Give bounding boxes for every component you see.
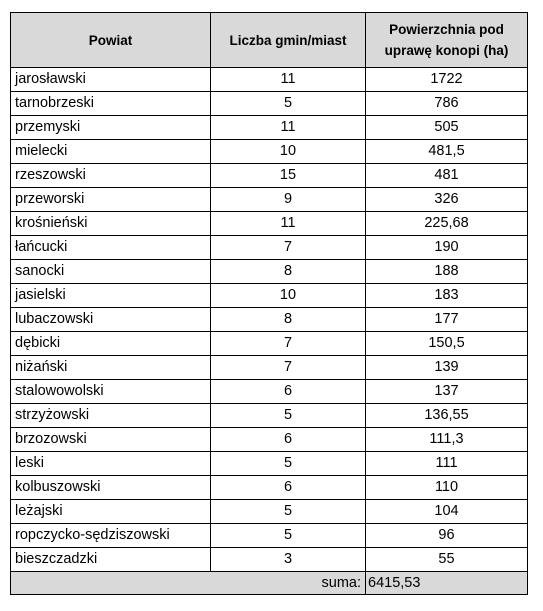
cell-powiat[interactable]: sanocki <box>11 260 211 284</box>
cell-powierzchnia[interactable]: 110 <box>366 476 528 500</box>
table-row <box>11 476 528 500</box>
table-row <box>11 68 528 92</box>
table-row <box>11 116 528 140</box>
cell-liczba[interactable]: 10 <box>211 284 366 308</box>
table-row <box>11 356 528 380</box>
cell-powiat[interactable]: lubaczowski <box>11 308 211 332</box>
header-powiat[interactable]: Powiat <box>11 13 211 68</box>
cell-powiat[interactable]: bieszczadzki <box>11 548 211 572</box>
cell-liczba[interactable]: 11 <box>211 68 366 92</box>
cell-liczba[interactable]: 5 <box>211 92 366 116</box>
cell-liczba[interactable]: 11 <box>211 212 366 236</box>
cell-powiat[interactable]: brzozowski <box>11 428 211 452</box>
cell-liczba[interactable]: 5 <box>211 452 366 476</box>
cell-powiat[interactable]: łańcucki <box>11 236 211 260</box>
sum-row <box>11 572 528 595</box>
cell-powierzchnia[interactable]: 150,5 <box>366 332 528 356</box>
table-row <box>11 500 528 524</box>
cell-liczba[interactable]: 9 <box>211 188 366 212</box>
table-row <box>11 332 528 356</box>
cell-powiat[interactable]: jasielski <box>11 284 211 308</box>
table-row <box>11 548 528 572</box>
cell-powiat[interactable]: leski <box>11 452 211 476</box>
cell-liczba[interactable]: 7 <box>211 236 366 260</box>
cell-powierzchnia[interactable]: 96 <box>366 524 528 548</box>
header-liczba-gmin[interactable]: Liczba gmin/miast <box>211 13 366 68</box>
cell-powierzchnia[interactable]: 786 <box>366 92 528 116</box>
cell-powiat[interactable]: strzyżowski <box>11 404 211 428</box>
cell-powierzchnia[interactable]: 326 <box>366 188 528 212</box>
cell-powierzchnia[interactable]: 136,55 <box>366 404 528 428</box>
cell-powierzchnia[interactable]: 111,3 <box>366 428 528 452</box>
cell-powiat[interactable]: mielecki <box>11 140 211 164</box>
cell-powierzchnia[interactable]: 111 <box>366 452 528 476</box>
cell-powierzchnia[interactable]: 505 <box>366 116 528 140</box>
cell-powierzchnia[interactable]: 190 <box>366 236 528 260</box>
cell-liczba[interactable]: 5 <box>211 500 366 524</box>
cell-liczba[interactable]: 6 <box>211 476 366 500</box>
table-row <box>11 212 528 236</box>
table-row <box>11 452 528 476</box>
cell-powiat[interactable]: jarosławski <box>11 68 211 92</box>
table-row <box>11 428 528 452</box>
cell-liczba[interactable]: 3 <box>211 548 366 572</box>
sum-label[interactable]: suma: <box>11 572 366 595</box>
cell-powierzchnia[interactable]: 55 <box>366 548 528 572</box>
cell-powiat[interactable]: leżajski <box>11 500 211 524</box>
table-row <box>11 524 528 548</box>
cell-powierzchnia[interactable]: 225,68 <box>366 212 528 236</box>
cell-powiat[interactable]: przeworski <box>11 188 211 212</box>
cell-powiat[interactable]: kolbuszowski <box>11 476 211 500</box>
table-row <box>11 260 528 284</box>
cell-liczba[interactable]: 10 <box>211 140 366 164</box>
cell-powierzchnia[interactable]: 177 <box>366 308 528 332</box>
cell-powiat[interactable]: przemyski <box>11 116 211 140</box>
cell-powierzchnia[interactable]: 481,5 <box>366 140 528 164</box>
cell-liczba[interactable]: 7 <box>211 356 366 380</box>
sum-value[interactable]: 6415,53 <box>366 572 528 595</box>
cell-powierzchnia[interactable]: 137 <box>366 380 528 404</box>
cell-liczba[interactable]: 15 <box>211 164 366 188</box>
table-row <box>11 188 528 212</box>
cell-powierzchnia[interactable]: 188 <box>366 260 528 284</box>
header-powierzchnia[interactable]: Powierzchnia pod uprawę konopi (ha) <box>366 13 528 68</box>
cell-powiat[interactable]: dębicki <box>11 332 211 356</box>
hemp-cultivation-table <box>10 12 528 595</box>
cell-liczba[interactable]: 8 <box>211 260 366 284</box>
table-row <box>11 236 528 260</box>
cell-liczba[interactable]: 11 <box>211 116 366 140</box>
cell-powiat[interactable]: rzeszowski <box>11 164 211 188</box>
cell-powiat[interactable]: krośnieński <box>11 212 211 236</box>
cell-powierzchnia[interactable]: 104 <box>366 500 528 524</box>
header-row <box>11 13 528 68</box>
cell-liczba[interactable]: 6 <box>211 380 366 404</box>
cell-powiat[interactable]: ropczycko-sędziszowski <box>11 524 211 548</box>
cell-powierzchnia[interactable]: 1722 <box>366 68 528 92</box>
cell-liczba[interactable]: 8 <box>211 308 366 332</box>
cell-powierzchnia[interactable]: 183 <box>366 284 528 308</box>
cell-powiat[interactable]: niżański <box>11 356 211 380</box>
table-row <box>11 164 528 188</box>
table-row <box>11 380 528 404</box>
cell-liczba[interactable]: 5 <box>211 524 366 548</box>
cell-liczba[interactable]: 6 <box>211 428 366 452</box>
table-row <box>11 140 528 164</box>
cell-powiat[interactable]: tarnobrzeski <box>11 92 211 116</box>
table-row <box>11 404 528 428</box>
cell-liczba[interactable]: 5 <box>211 404 366 428</box>
table-row <box>11 92 528 116</box>
cell-powierzchnia[interactable]: 481 <box>366 164 528 188</box>
table-row <box>11 284 528 308</box>
cell-powiat[interactable]: stalowowolski <box>11 380 211 404</box>
cell-powierzchnia[interactable]: 139 <box>366 356 528 380</box>
cell-liczba[interactable]: 7 <box>211 332 366 356</box>
table-row <box>11 308 528 332</box>
spreadsheet-table-container <box>10 12 527 595</box>
